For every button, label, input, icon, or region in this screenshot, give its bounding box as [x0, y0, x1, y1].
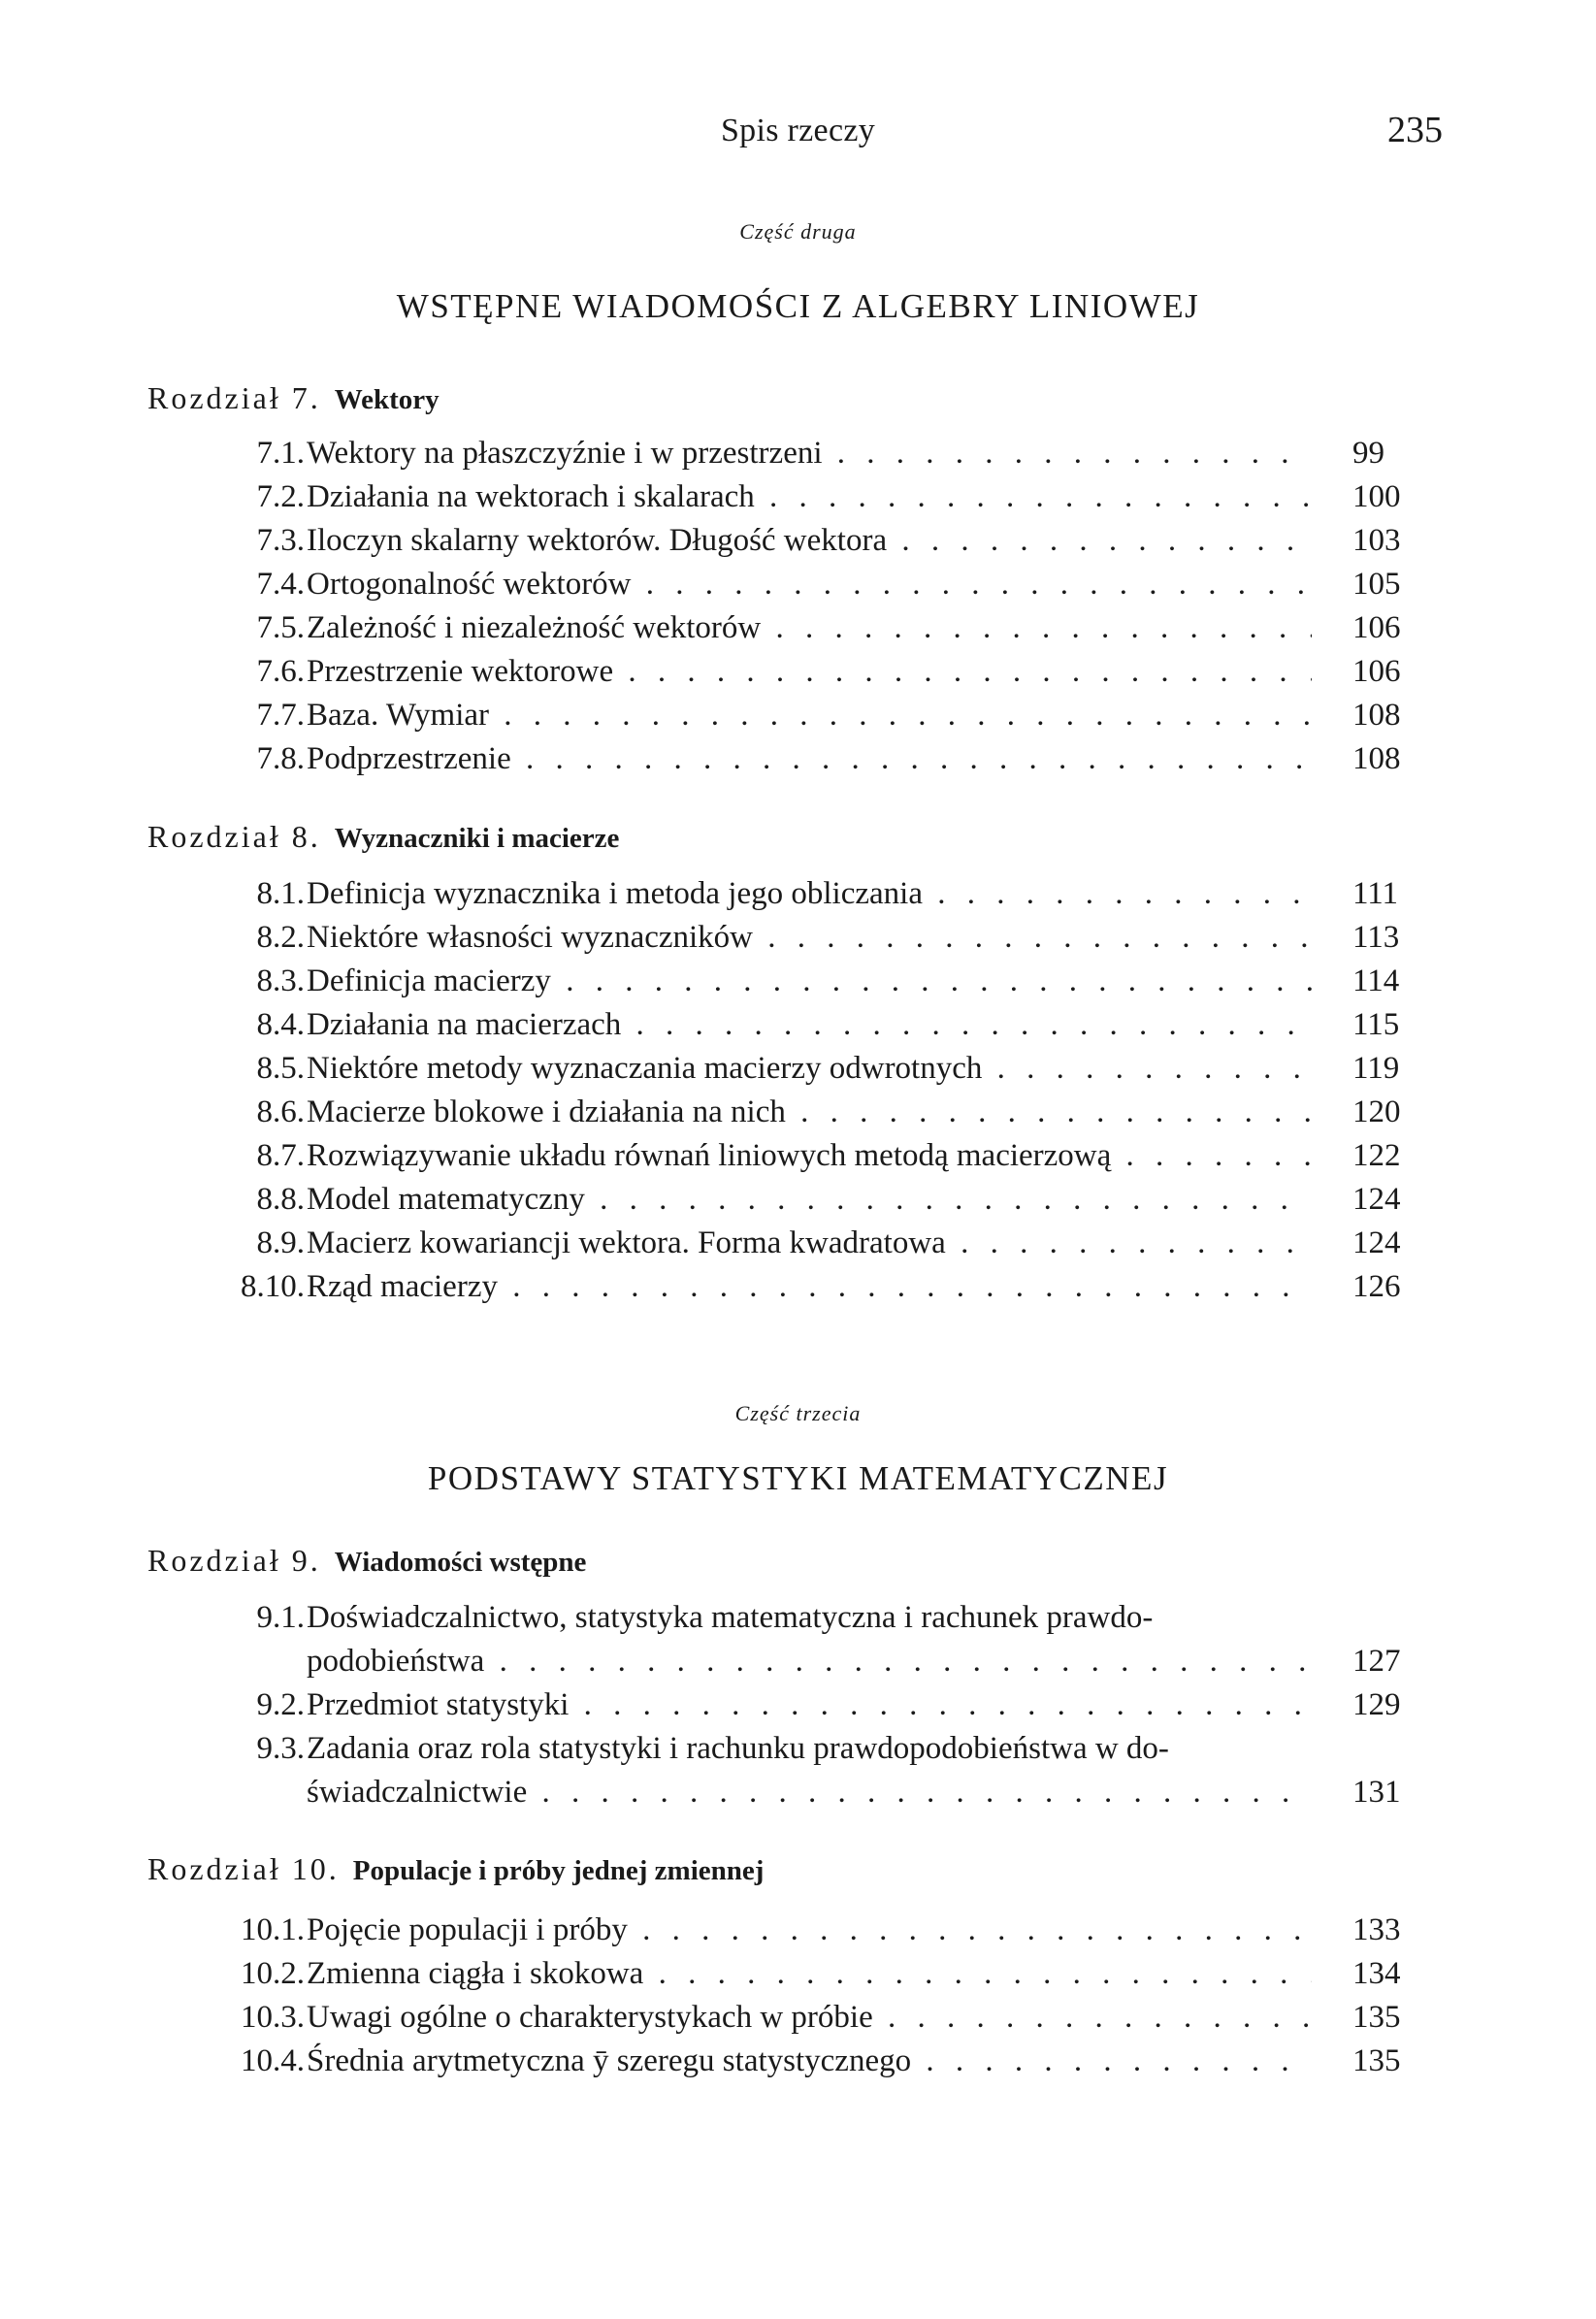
- part-title: WSTĘPNE WIADOMOŚCI Z ALGEBRY LINIOWEJ: [396, 287, 1200, 325]
- entry-title: Zależność i niezależność wektorów . . .: [307, 607, 1312, 648]
- chapter-title: Wiadomości wstępne: [334, 1547, 587, 1578]
- toc-entry: [146, 961, 1455, 1001]
- entry-page: 135: [1352, 2043, 1401, 2078]
- entry-number: 10.3.: [241, 2000, 305, 2035]
- entry-title: Definicja wyznacznika i metoda jego obliczania . . .: [307, 873, 1312, 914]
- entry-page: 114: [1352, 964, 1400, 998]
- entry-page: 124: [1352, 1225, 1401, 1260]
- entry-title: Działania na macierzach . . .: [307, 1004, 1312, 1045]
- entry-page: 133: [1352, 1912, 1401, 1947]
- toc-entry: [146, 564, 1455, 604]
- entry-number: 7.2.: [256, 479, 305, 514]
- toc-entry-continuation: [146, 1772, 1455, 1813]
- entry-title: Macierz kowariancji wektora. Forma kwadratowa . . .: [307, 1223, 1312, 1263]
- entry-title-line1: Doświadczalnictwo, statystyka matematyczna i rachunek prawdo-: [307, 1600, 1154, 1635]
- entry-title: Baza. Wymiar . . .: [307, 695, 1312, 735]
- entry-title: Rozwiązywanie układu równań liniowych metodą macierzową . . .: [307, 1135, 1312, 1176]
- toc-entry: [146, 1597, 1455, 1638]
- running-head: [0, 109, 1596, 157]
- entry-page: 131: [1352, 1775, 1401, 1810]
- entry-page: 105: [1352, 567, 1401, 602]
- toc-entry: [146, 1179, 1455, 1220]
- chapter-label: Rozdział 10.: [147, 1851, 340, 1886]
- entry-number: 8.8.: [256, 1182, 305, 1217]
- toc-entry: [146, 1728, 1455, 1769]
- entry-number: 10.2.: [241, 1956, 305, 1991]
- entry-number: 8.10.: [241, 1269, 305, 1304]
- entry-title: Rząd macierzy . . .: [307, 1266, 1312, 1307]
- entry-number: 8.6.: [256, 1094, 305, 1129]
- toc-entry-continuation: [146, 1641, 1455, 1682]
- entry-number: 7.3.: [256, 523, 305, 558]
- entry-number: 10.1.: [241, 1912, 305, 1947]
- toc-entry: [146, 873, 1455, 914]
- entry-title: Średnia arytmetyczna ȳ szeregu statystycznego . . .: [307, 2041, 1312, 2081]
- toc-entry: [146, 1223, 1455, 1263]
- entry-page: 126: [1352, 1269, 1401, 1304]
- entry-number: 8.3.: [256, 964, 305, 998]
- entry-number: 9.1.: [256, 1600, 305, 1635]
- entry-number: 10.4.: [241, 2043, 305, 2078]
- entry-title: Macierze blokowe i działania na nich . . .: [307, 1092, 1312, 1132]
- entry-title: Uwagi ogólne o charakterystykach w próbie . . .: [307, 1997, 1312, 2038]
- part-label: Część druga: [739, 219, 857, 244]
- toc-entry: [146, 2041, 1455, 2081]
- entry-page: 134: [1352, 1956, 1401, 1991]
- entry-number: 8.9.: [256, 1225, 305, 1260]
- toc-entry: [146, 1997, 1455, 2038]
- entry-page: 103: [1352, 523, 1401, 558]
- page-number: 235: [1387, 110, 1443, 150]
- entry-title-line2: świadczalnictwie . . .: [307, 1772, 1312, 1813]
- toc-entry: [146, 1953, 1455, 1994]
- entry-number: 9.3.: [256, 1731, 305, 1766]
- entry-page: 135: [1352, 2000, 1401, 2035]
- entry-number: 8.1.: [256, 876, 305, 911]
- toc-entry: [146, 917, 1455, 958]
- entry-number: 8.5.: [256, 1051, 305, 1086]
- entry-number: 7.7.: [256, 698, 305, 733]
- chapter-label: Rozdział 8.: [147, 819, 321, 854]
- entry-number: 7.6.: [256, 654, 305, 689]
- entry-title: Niektóre metody wyznaczania macierzy odwrotnych . . .: [307, 1048, 1312, 1089]
- entry-title-line2: podobieństwa . . .: [307, 1641, 1312, 1682]
- chapter-title: Wektory: [334, 384, 440, 415]
- running-head-title: Spis rzeczy: [720, 113, 876, 148]
- entry-title: Podprzestrzenie . . .: [307, 738, 1312, 779]
- entry-title: Zmienna ciągła i skokowa . . .: [307, 1953, 1312, 1994]
- toc-entry: [146, 520, 1455, 561]
- entry-title: Pojęcie populacji i próby . . .: [307, 1910, 1312, 1950]
- entry-number: 7.1.: [256, 436, 305, 471]
- entry-number: 7.8.: [256, 741, 305, 776]
- chapter-heading: [147, 1851, 764, 1887]
- chapter-label: Rozdział 9.: [147, 1543, 321, 1578]
- entry-title: Działania na wektorach i skalarach . . .: [307, 476, 1312, 517]
- entry-page: 127: [1352, 1644, 1401, 1679]
- entry-number: 7.5.: [256, 610, 305, 645]
- entry-page: 111: [1352, 876, 1399, 911]
- part-title: PODSTAWY STATYSTYKI MATEMATYCZNEJ: [427, 1459, 1169, 1497]
- chapter-title: Populacje i próby jednej zmiennej: [352, 1855, 765, 1886]
- toc-entry: [146, 607, 1455, 648]
- toc-entry: [146, 651, 1455, 692]
- entry-page: 99: [1352, 436, 1384, 471]
- entry-page: 122: [1352, 1138, 1401, 1173]
- entry-page: 120: [1352, 1094, 1401, 1129]
- entry-page: 106: [1352, 654, 1401, 689]
- entry-title: Definicja macierzy . . .: [307, 961, 1312, 1001]
- entry-page: 108: [1352, 741, 1401, 776]
- toc-entry: [146, 738, 1455, 779]
- chapter-title: Wyznaczniki i macierze: [334, 823, 620, 854]
- part-label: Część trzecia: [734, 1401, 862, 1425]
- toc-entry: [146, 1092, 1455, 1132]
- toc-entry: [146, 1135, 1455, 1176]
- toc-entry: [146, 695, 1455, 735]
- entry-number: 8.4.: [256, 1007, 305, 1042]
- chapter-heading: [147, 380, 440, 416]
- toc-entry: [146, 1048, 1455, 1089]
- entry-title: Niektóre własności wyznaczników . . .: [307, 917, 1312, 958]
- entry-title: Wektory na płaszczyźnie i w przestrzeni . . .: [307, 433, 1312, 474]
- toc-entry: [146, 1684, 1455, 1725]
- entry-page: 129: [1352, 1687, 1401, 1722]
- entry-page: 113: [1352, 920, 1400, 955]
- entry-title: Iloczyn skalarny wektorów. Długość wektora . . .: [307, 520, 1312, 561]
- entry-title: Przestrzenie wektorowe . . .: [307, 651, 1312, 692]
- chapter-heading: [147, 819, 619, 855]
- toc-entry: [146, 433, 1455, 474]
- entry-number: 7.4.: [256, 567, 305, 602]
- entry-number: 8.7.: [256, 1138, 305, 1173]
- entry-title: Ortogonalność wektorów . . .: [307, 564, 1312, 604]
- toc-entry: [146, 1266, 1455, 1307]
- entry-title-line1: Zadania oraz rola statystyki i rachunku prawdopodobieństwa w do-: [307, 1731, 1169, 1766]
- entry-page: 115: [1352, 1007, 1400, 1042]
- entry-number: 9.2.: [256, 1687, 305, 1722]
- toc-entry: [146, 1004, 1455, 1045]
- entry-page: 108: [1352, 698, 1401, 733]
- chapter-heading: [147, 1543, 586, 1579]
- entry-page: 100: [1352, 479, 1401, 514]
- chapter-label: Rozdział 7.: [147, 380, 321, 415]
- entry-title: Model matematyczny . . .: [307, 1179, 1312, 1220]
- entry-page: 124: [1352, 1182, 1401, 1217]
- entry-number: 8.2.: [256, 920, 305, 955]
- entry-page: 119: [1352, 1051, 1400, 1086]
- toc-entry: [146, 1910, 1455, 1950]
- entry-title: Przedmiot statystyki . . .: [307, 1684, 1312, 1725]
- entry-page: 106: [1352, 610, 1401, 645]
- toc-entry: [146, 476, 1455, 517]
